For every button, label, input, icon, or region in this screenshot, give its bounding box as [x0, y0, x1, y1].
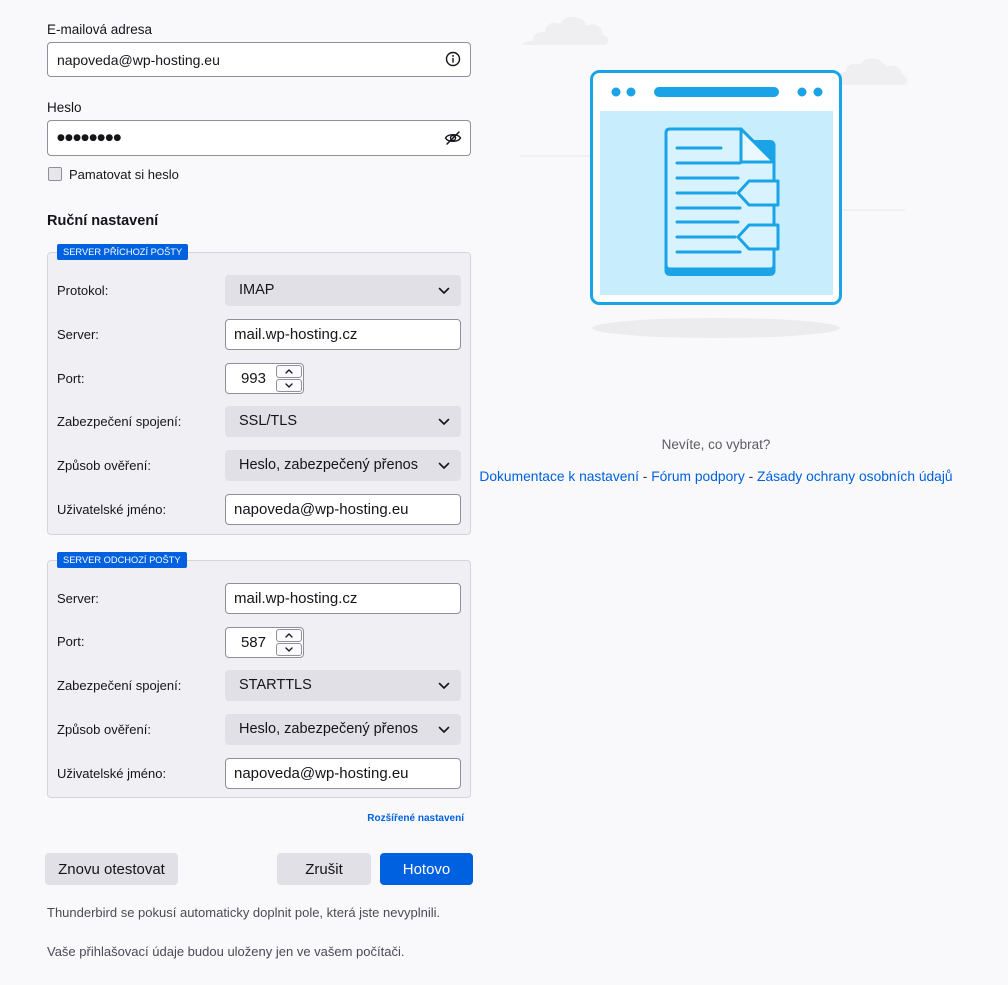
- incoming-server-input[interactable]: [225, 319, 461, 350]
- support-forum-link[interactable]: Fórum podpory: [651, 469, 745, 484]
- document-icon: [665, 129, 779, 276]
- incoming-auth-value: Heslo, zabezpečený přenos: [239, 457, 418, 473]
- incoming-security-select[interactable]: [225, 406, 461, 437]
- remember-password-checkbox[interactable]: [48, 167, 62, 181]
- incoming-port-label: Port:: [57, 371, 85, 386]
- password-label: Heslo: [47, 100, 82, 115]
- outgoing-server-legend: SERVER ODCHOZÍ POŠTY: [57, 552, 187, 568]
- local-storage-note: Vaše přihlašovací údaje budou uloženy jen ve vašem počítači.: [47, 944, 405, 959]
- outgoing-port-input[interactable]: [226, 628, 276, 657]
- window-dot: [612, 88, 621, 97]
- incoming-security-value: SSL/TLS: [239, 413, 298, 429]
- incoming-server-legend: SERVER PŘÍCHOZÍ POŠTY: [57, 244, 188, 260]
- bookmark-tab: [738, 181, 778, 205]
- incoming-protocol-value: IMAP: [239, 282, 275, 298]
- manual-settings-heading: Ruční nastavení: [47, 213, 159, 229]
- outgoing-port-label: Port:: [57, 634, 85, 649]
- window-dot: [798, 88, 807, 97]
- incoming-username-label: Uživatelské jméno:: [57, 502, 167, 517]
- setup-illustration: [500, 0, 920, 350]
- incoming-auth-label: Způsob ověření:: [57, 458, 151, 473]
- autofill-note: Thunderbird se pokusí automaticky doplnit pole, která jste nevyplnili.: [47, 905, 441, 920]
- incoming-protocol-label: Protokol:: [57, 283, 109, 298]
- outgoing-security-select[interactable]: [225, 670, 461, 701]
- chevron-down-icon: [438, 726, 450, 734]
- chevron-up-icon: [284, 368, 294, 375]
- outgoing-username-input[interactable]: [225, 758, 461, 789]
- incoming-protocol-select[interactable]: [225, 275, 461, 306]
- incoming-security-label: Zabezpečení spojení:: [57, 414, 182, 429]
- shadow-ellipse: [592, 318, 840, 338]
- info-icon: [445, 51, 461, 67]
- incoming-port-increment[interactable]: [276, 365, 302, 378]
- privacy-policy-link[interactable]: Zásady ochrany osobních údajů: [757, 469, 953, 484]
- cloud-decoration: [522, 17, 608, 45]
- outgoing-port-decrement[interactable]: [276, 643, 302, 656]
- advanced-settings-link[interactable]: Rozšířené nastavení: [367, 813, 464, 824]
- email-input[interactable]: [47, 42, 471, 77]
- done-button[interactable]: Hotovo: [380, 853, 473, 885]
- incoming-username-input[interactable]: [225, 494, 461, 525]
- outgoing-auth-value: Heslo, zabezpečený přenos: [239, 721, 418, 737]
- incoming-auth-select[interactable]: [225, 450, 461, 481]
- outgoing-username-label: Uživatelské jméno:: [57, 766, 167, 781]
- chevron-down-icon: [438, 287, 450, 295]
- outgoing-port-field: [225, 627, 304, 658]
- eye-slash-icon[interactable]: [444, 130, 462, 146]
- incoming-port-decrement[interactable]: [276, 379, 302, 392]
- outgoing-auth-select[interactable]: [225, 714, 461, 745]
- cancel-button[interactable]: Zrušit: [277, 853, 371, 885]
- remember-password-label[interactable]: Pamatovat si heslo: [69, 167, 179, 182]
- chevron-up-icon: [284, 632, 294, 639]
- retest-button[interactable]: Znovu otestovat: [45, 853, 178, 885]
- link-separator: -: [638, 469, 652, 484]
- email-label: E-mailová adresa: [47, 22, 153, 37]
- window-address-bar: [654, 87, 779, 97]
- outgoing-auth-label: Způsob ověření:: [57, 722, 151, 737]
- chevron-down-icon: [284, 646, 294, 653]
- incoming-port-field: [225, 363, 304, 394]
- password-input[interactable]: [47, 120, 471, 156]
- chevron-down-icon: [284, 382, 294, 389]
- chevron-down-icon: [438, 418, 450, 426]
- window-dot: [814, 88, 823, 97]
- window-dot: [627, 88, 636, 97]
- incoming-server-label: Server:: [57, 327, 99, 342]
- link-separator: -: [744, 469, 758, 484]
- outgoing-port-increment[interactable]: [276, 629, 302, 642]
- outgoing-security-label: Zabezpečení spojení:: [57, 678, 182, 693]
- help-question: Nevíte, co vybrat?: [661, 437, 771, 452]
- incoming-port-input[interactable]: [226, 364, 276, 393]
- help-links: [440, 468, 992, 486]
- chevron-down-icon: [438, 682, 450, 690]
- outgoing-security-value: STARTTLS: [239, 677, 312, 693]
- outgoing-server-label: Server:: [57, 591, 99, 606]
- setup-docs-link[interactable]: Dokumentace k nastavení: [479, 469, 639, 484]
- outgoing-server-input[interactable]: [225, 583, 461, 614]
- bookmark-tab: [738, 225, 778, 249]
